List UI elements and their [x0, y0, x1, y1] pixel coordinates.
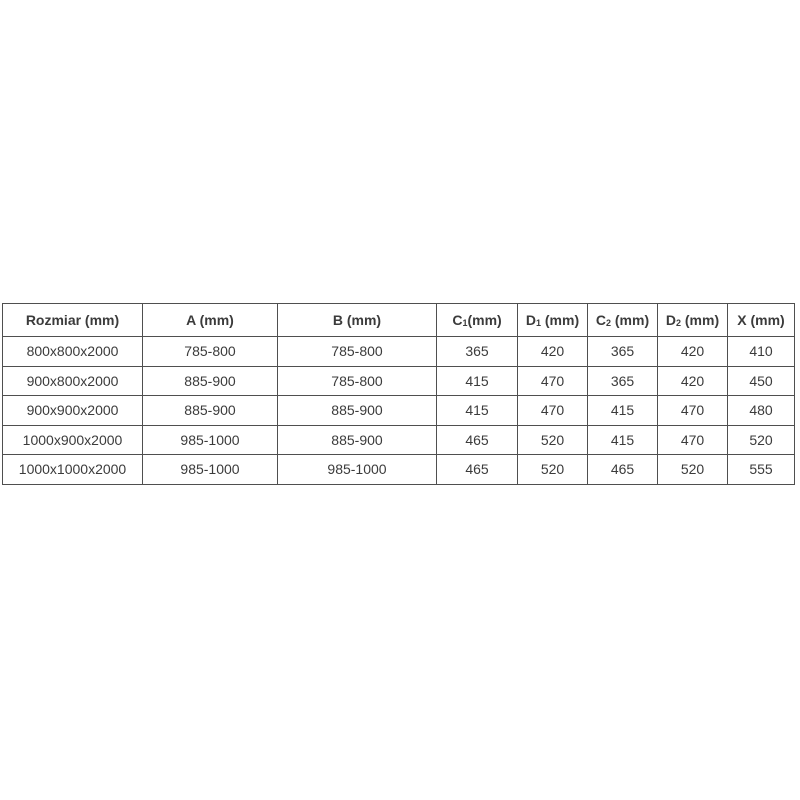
- cell-c1: 365: [437, 337, 518, 367]
- column-header-b: [278, 304, 437, 337]
- cell-x: 450: [728, 366, 795, 396]
- cell-c1: 415: [437, 366, 518, 396]
- cell-d1: 520: [518, 425, 588, 455]
- table-row: [3, 455, 795, 485]
- header-label: X (mm): [737, 312, 785, 328]
- header-unit: (mm): [681, 312, 720, 328]
- cell-b: 885-900: [278, 396, 437, 426]
- header-label: D: [525, 312, 536, 328]
- table-row: [3, 425, 795, 455]
- header-label: Rozmiar (mm): [25, 312, 120, 328]
- cell-d1: 470: [518, 366, 588, 396]
- cell-d1: 470: [518, 396, 588, 426]
- cell-c1: 465: [437, 455, 518, 485]
- cell-d2: 520: [658, 455, 728, 485]
- header-row: [3, 304, 795, 337]
- header-unit: (mm): [611, 312, 650, 328]
- cell-d2: 470: [658, 396, 728, 426]
- cell-c1: 465: [437, 425, 518, 455]
- cell-c2: 415: [588, 425, 658, 455]
- column-header-c2: [588, 304, 658, 337]
- cell-x: 480: [728, 396, 795, 426]
- cell-d2: 420: [658, 366, 728, 396]
- cell-rozmiar: 1000x1000x2000: [3, 455, 143, 485]
- cell-rozmiar: 800x800x2000: [3, 337, 143, 367]
- header-label: A (mm): [186, 312, 234, 328]
- column-header-x: [728, 304, 795, 337]
- cell-a: 985-1000: [143, 455, 278, 485]
- table-row: [3, 396, 795, 426]
- cell-c2: 365: [588, 337, 658, 367]
- cell-d1: 420: [518, 337, 588, 367]
- cell-rozmiar: 1000x900x2000: [3, 425, 143, 455]
- header-label: C: [452, 312, 463, 328]
- column-header-a: [143, 304, 278, 337]
- header-unit: (mm): [467, 312, 502, 328]
- cell-d1: 520: [518, 455, 588, 485]
- cell-x: 520: [728, 425, 795, 455]
- cell-rozmiar: 900x800x2000: [3, 366, 143, 396]
- cell-a: 985-1000: [143, 425, 278, 455]
- cell-c2: 465: [588, 455, 658, 485]
- header-label: C: [595, 312, 606, 328]
- cell-d2: 470: [658, 425, 728, 455]
- header-label: B (mm): [332, 312, 382, 328]
- header-unit: (mm): [541, 312, 580, 328]
- header-subscript: 2: [675, 318, 681, 328]
- header-subscript: 1: [535, 318, 541, 328]
- column-header-c1: [437, 304, 518, 337]
- cell-c1: 415: [437, 396, 518, 426]
- cell-b: 985-1000: [278, 455, 437, 485]
- cell-b: 885-900: [278, 425, 437, 455]
- header-subscript: 1: [462, 318, 468, 328]
- table-row: [3, 366, 795, 396]
- cell-x: 410: [728, 337, 795, 367]
- cell-rozmiar: 900x900x2000: [3, 396, 143, 426]
- header-subscript: 2: [605, 318, 611, 328]
- cell-a: 885-900: [143, 396, 278, 426]
- cell-a: 885-900: [143, 366, 278, 396]
- cell-a: 785-800: [143, 337, 278, 367]
- column-header-d1: [518, 304, 588, 337]
- table-row: [3, 337, 795, 367]
- dimensions-table: [2, 303, 795, 485]
- cell-b: 785-800: [278, 366, 437, 396]
- column-header-d2: [658, 304, 728, 337]
- cell-x: 555: [728, 455, 795, 485]
- cell-b: 785-800: [278, 337, 437, 367]
- cell-c2: 415: [588, 396, 658, 426]
- header-label: D: [665, 312, 676, 328]
- cell-d2: 420: [658, 337, 728, 367]
- column-header-rozmiar: [3, 304, 143, 337]
- cell-c2: 365: [588, 366, 658, 396]
